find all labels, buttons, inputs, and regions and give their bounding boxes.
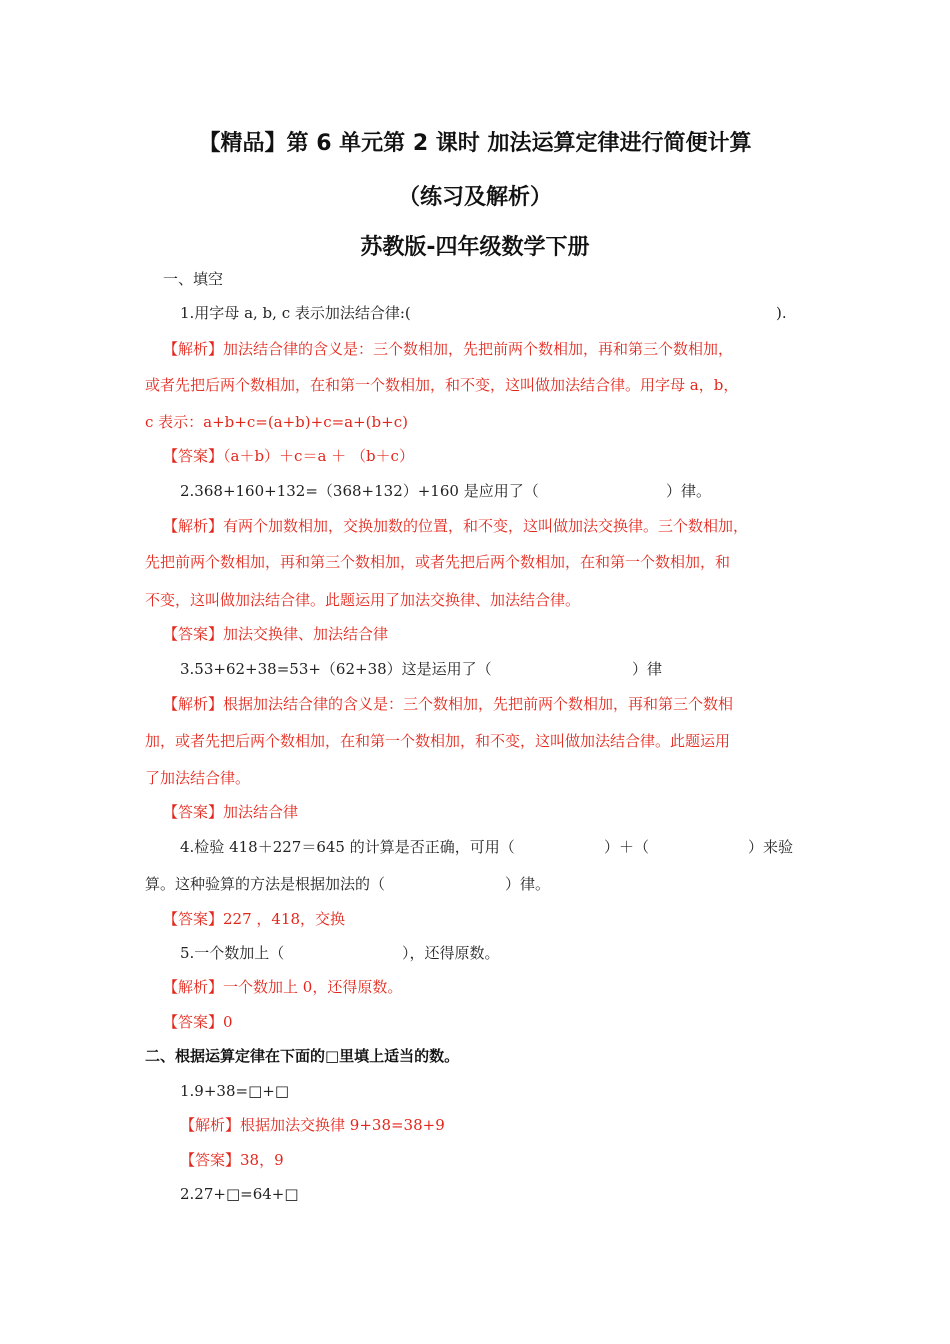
- q3-analysis: [163, 694, 733, 714]
- q4-question-mid: ）＋（: [604, 838, 650, 856]
- s2-q1-answer: [180, 1150, 284, 1170]
- q1-question: 1.用字母 a, b, c 表示加法结合律:(: [180, 304, 411, 322]
- q2-question: 2.368+160+132=（368+132）+160 是应用了（: [180, 482, 539, 500]
- q3-answer: [163, 802, 298, 822]
- q2-question-end: ）律。: [666, 482, 712, 500]
- q4-question-line-2: 算。这种验算的方法是根据加法的（: [145, 875, 386, 893]
- q2-analysis: [163, 516, 748, 536]
- q1-analysis-line-3: c 表示：a+b+c=(a+b)+c=a+(b+c): [145, 413, 408, 431]
- document-title-line-1: 【精品】第 6 单元第 2 课时 加法运算定律进行简便计算: [198, 131, 752, 156]
- analysis-tag: 【解析】: [163, 517, 224, 535]
- q4-question-line-2-end: ）律。: [505, 875, 551, 893]
- q3-question: 3.53+62+38=53+（62+38）这是运用了（: [180, 660, 492, 678]
- analysis-text: 根据加法结合律的含义是：三个数相加，先把前两个数相加，再和第三个数相: [223, 695, 734, 713]
- q5-question-end: ），还得原数。: [402, 944, 500, 962]
- document-subtitle: 苏教版-四年级数学下册: [360, 235, 590, 260]
- analysis-tag: 【解析】: [163, 695, 224, 713]
- s2-q1-question: 1.9+38=□+□: [180, 1082, 289, 1100]
- answer-tag: 【答案】: [163, 910, 224, 928]
- section-1-heading: 一、填空: [163, 270, 224, 288]
- q2-answer: [163, 624, 388, 644]
- answer-text: 38，9: [240, 1151, 284, 1169]
- analysis-tag: 【解析】: [180, 1116, 241, 1134]
- answer-text: 加法交换律、加法结合律: [223, 625, 389, 643]
- q1-answer: [163, 446, 414, 466]
- answer-text: 加法结合律: [223, 803, 299, 821]
- answer-text: （a＋b）＋c＝a ＋ （b＋c）: [223, 447, 414, 465]
- q4-answer: [163, 909, 345, 929]
- analysis-tag: 【解析】: [163, 978, 224, 996]
- q3-question-end: ）律: [632, 660, 663, 678]
- q1-analysis-line-2: 或者先把后两个数相加，在和第一个数相加，和不变，这叫做加法结合律。用字母 a，b，: [145, 376, 739, 394]
- analysis-text: 有两个加数相加，交换加数的位置，和不变，这叫做加法交换律。三个数相加，: [223, 517, 749, 535]
- q4-question: 4.检验 418＋227＝645 的计算是否正确，可用（: [180, 838, 515, 856]
- answer-tag: 【答案】: [163, 1013, 224, 1031]
- answer-text: 227 ，418，交换: [223, 910, 346, 928]
- answer-tag: 【答案】: [163, 447, 224, 465]
- q1-question-end: ).: [776, 304, 787, 322]
- q3-analysis-line-3: 了加法结合律。: [145, 769, 251, 787]
- q1-analysis: [163, 339, 733, 359]
- analysis-text: 一个数加上 0，还得原数。: [223, 978, 403, 996]
- q5-analysis: [163, 977, 402, 997]
- analysis-text: 根据加法交换律 9+38=38+9: [240, 1116, 445, 1134]
- s2-q2-question: 2.27+□=64+□: [180, 1185, 299, 1203]
- document-title-line-2: （练习及解析）: [397, 185, 552, 210]
- answer-tag: 【答案】: [180, 1151, 241, 1169]
- answer-text: 0: [223, 1013, 233, 1031]
- q5-question: 5.一个数加上（: [180, 944, 285, 962]
- section-2-heading: 二、根据运算定律在下面的□里填上适当的数。: [145, 1047, 460, 1065]
- answer-tag: 【答案】: [163, 803, 224, 821]
- q5-answer: [163, 1012, 233, 1032]
- q2-analysis-line-2: 先把前两个数相加，再和第三个数相加，或者先把后两个数相加，在和第一个数相加，和: [145, 553, 731, 571]
- analysis-text: 加法结合律的含义是：三个数相加，先把前两个数相加，再和第三个数相加，: [223, 340, 734, 358]
- q3-analysis-line-2: 加，或者先把后两个数相加，在和第一个数相加，和不变，这叫做加法结合律。此题运用: [145, 732, 731, 750]
- q2-analysis-line-3: 不变，这叫做加法结合律。此题运用了加法交换律、加法结合律。: [145, 591, 581, 609]
- q4-question-end: ）来验: [748, 838, 794, 856]
- analysis-tag: 【解析】: [163, 340, 224, 358]
- answer-tag: 【答案】: [163, 625, 224, 643]
- s2-q1-analysis: [180, 1115, 445, 1135]
